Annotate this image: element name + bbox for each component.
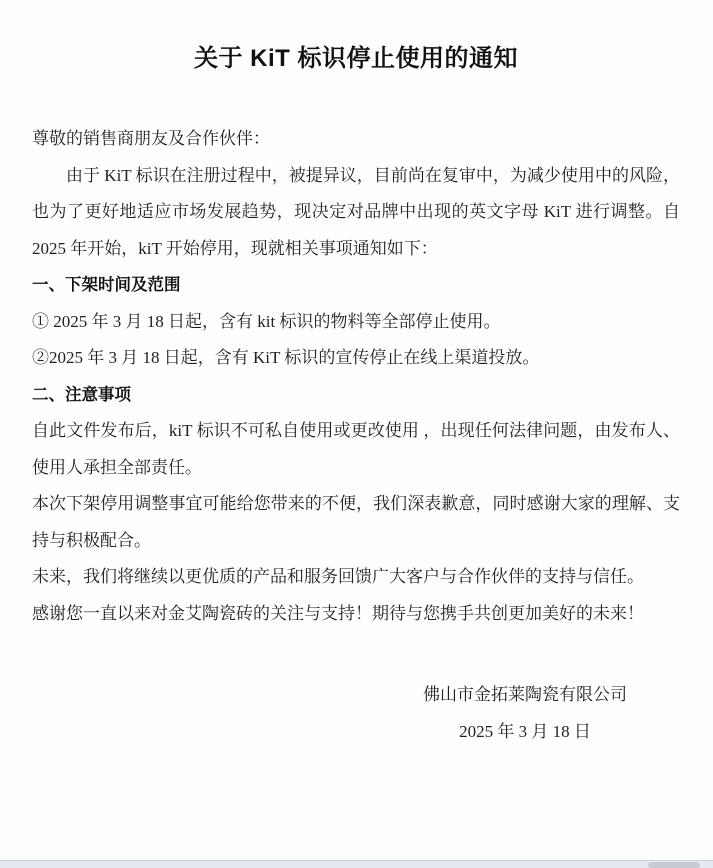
signature-block [375, 677, 675, 750]
section2-paragraph-1: 自此文件发布后，kiT 标识不可私自使用或更改使用 ，出现任何法律问题，由发布人、使用人承担全部责任。 [32, 421, 680, 477]
signature-date: 2025 年 3 月 18 日 [459, 721, 591, 741]
signature-company: 佛山市金拓莱陶瓷有限公司 [423, 685, 627, 704]
section2-paragraph-3: 未来，我们将继续以更优质的产品和服务回馈广大客户与合作伙伴的支持与信任。 [32, 567, 644, 586]
document-title: 关于 KiT 标识停止使用的通知 [194, 45, 518, 72]
section1-heading: 一、下架时间及范围 [32, 276, 181, 294]
section2-paragraph-2: 本次下架停用调整事宜可能给您带来的不便，我们深表歉意，同时感谢大家的理解、支持与积极配合。 [32, 494, 680, 550]
intro-paragraph: 由于 KiT 标识在注册过程中，被提异议，目前尚在复审中，为减少使用中的风险，也为了更好地适应市场发展趋势，现决定对品牌中出现的英文字母 KiT 进行调整。自 2025 年开始，kiT 开始停用，现就相关事项通知如下： [32, 165, 680, 258]
section2-heading: 二、注意事项 [32, 385, 131, 404]
salutation: 尊敬的销售商朋友及合作伙伴： [32, 129, 270, 148]
horizontal-scrollbar[interactable] [0, 860, 713, 868]
scrollbar-thumb[interactable] [648, 862, 700, 868]
document-content [0, 42, 713, 750]
section1-item-1: ① 2025 年 3 月 18 日起，含有 kit 标识的物料等全部停止使用。 [32, 311, 501, 331]
section2-paragraph-4: 感谢您一直以来对金艾陶瓷砖的关注与支持！期待与您携手共创更加美好的未来！ [32, 603, 644, 623]
section1-item-2: ②2025 年 3 月 18 日起，含有 KiT 标识的宣传停止在线上渠道投放。 [32, 348, 540, 367]
document-body [32, 121, 680, 632]
